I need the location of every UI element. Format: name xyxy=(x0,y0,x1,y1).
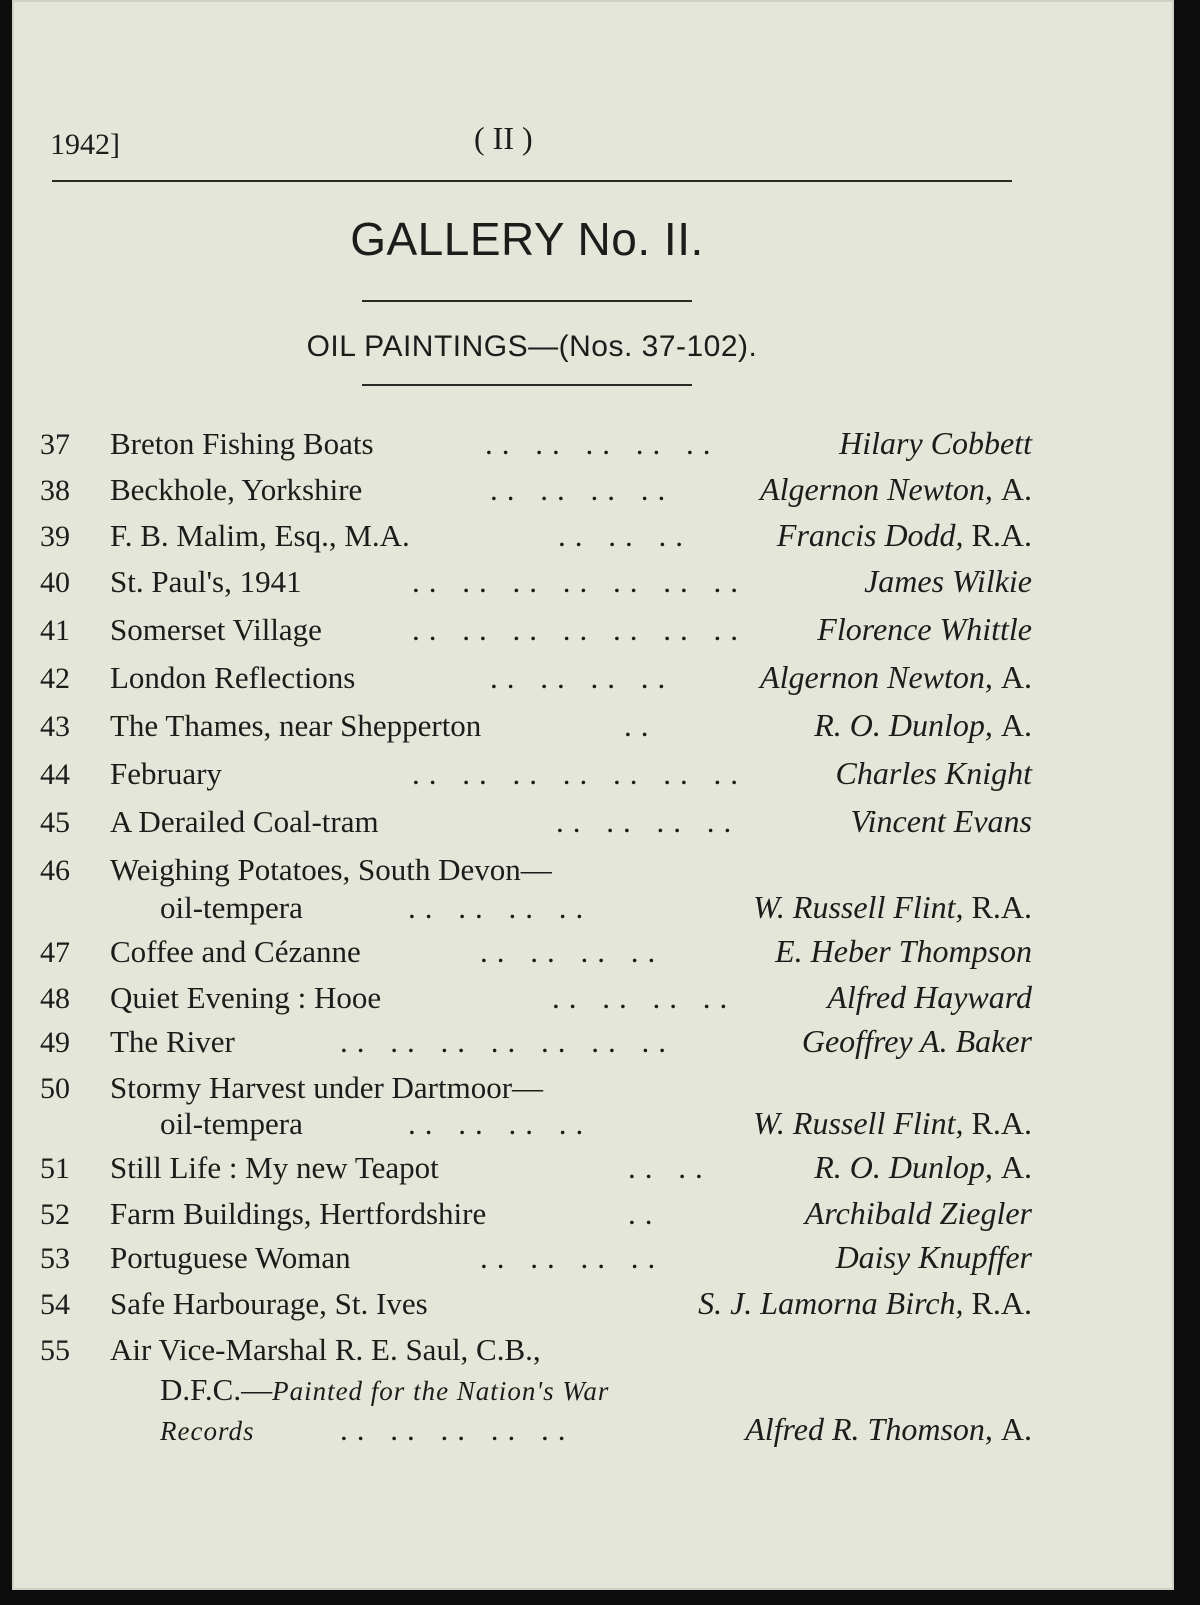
list-item xyxy=(40,606,1032,648)
list-item xyxy=(40,928,1032,970)
entry-title: Stormy Harvest under Dartmoor— xyxy=(110,1070,544,1105)
leader-dots: .. .. .. .. xyxy=(480,1240,665,1275)
entry-title: F. B. Malim, Esq., M.A. xyxy=(110,518,410,553)
list-item xyxy=(40,846,1032,888)
leader-dots: .. .. xyxy=(628,1150,712,1185)
entry-artist: W. Russell Flint, R.A. xyxy=(753,889,1032,925)
list-item xyxy=(40,654,1032,696)
title-rule-upper xyxy=(362,300,692,302)
entry-title: Breton Fishing Boats xyxy=(110,426,374,461)
entry-title: Portuguese Woman xyxy=(110,1240,351,1275)
entry-medium: oil-tempera xyxy=(160,1106,303,1141)
entry-number: 42 xyxy=(40,662,70,695)
entry-number: 55 xyxy=(40,1334,70,1367)
leader-dots: .. xyxy=(624,708,658,743)
entry-artist: Charles Knight xyxy=(835,755,1032,791)
entry-artist: S. J. Lamorna Birch, R.A. xyxy=(698,1285,1032,1321)
entry-title: Beckhole, Yorkshire xyxy=(110,472,363,507)
leader-dots: .. xyxy=(628,1196,662,1231)
leader-dots: .. .. .. .. .. .. .. xyxy=(412,612,747,647)
list-item xyxy=(40,974,1032,1016)
entry-artist: R. O. Dunlop, A. xyxy=(814,707,1032,743)
entry-number: 37 xyxy=(40,428,70,461)
leader-dots: .. .. .. .. .. .. .. xyxy=(412,756,747,791)
gallery-title: GALLERY No. II. xyxy=(350,213,704,265)
list-item xyxy=(40,1190,1032,1232)
entry-title: Weighing Potatoes, South Devon— xyxy=(110,852,552,887)
list-item xyxy=(40,1326,1032,1368)
title-rule-lower xyxy=(362,384,692,386)
section-title: OIL PAINTINGS—(Nos. 37-102). xyxy=(306,330,758,363)
entry-title: Somerset Village xyxy=(110,612,322,647)
header-year: 1942] xyxy=(50,128,120,161)
entry-title: The River xyxy=(110,1024,235,1059)
leader-dots: .. .. .. .. .. xyxy=(485,426,720,461)
header-page-number: ( II ) xyxy=(474,120,533,156)
entry-title-continued: Records xyxy=(160,1416,255,1446)
leader-dots: .. .. .. .. xyxy=(480,934,665,969)
entry-number: 48 xyxy=(40,982,70,1015)
list-item xyxy=(40,750,1032,792)
entry-artist: Vincent Evans xyxy=(850,803,1032,839)
entry-artist: Archibald Ziegler xyxy=(804,1195,1032,1231)
entry-title: The Thames, near Shepperton xyxy=(110,708,482,743)
entry-artist: R. O. Dunlop, A. xyxy=(814,1149,1032,1185)
entry-artist: Daisy Knupffer xyxy=(835,1239,1032,1275)
entry-title: London Reflections xyxy=(110,660,356,695)
entry-title: Quiet Evening : Hooe xyxy=(110,980,382,1015)
leader-dots: .. .. .. .. .. xyxy=(340,1412,575,1447)
list-item xyxy=(40,1280,1032,1322)
entry-title: Still Life : My new Teapot xyxy=(110,1150,439,1185)
list-item xyxy=(40,420,1032,462)
list-item-continuation xyxy=(40,884,1032,926)
entry-title: St. Paul's, 1941 xyxy=(110,564,302,599)
entry-number: 45 xyxy=(40,806,70,839)
entry-artist: Algernon Newton, A. xyxy=(760,471,1032,507)
entry-number: 54 xyxy=(40,1288,70,1321)
entry-number: 53 xyxy=(40,1242,70,1275)
entry-number: 39 xyxy=(40,520,70,553)
entry-number: 43 xyxy=(40,710,70,743)
catalogue-page xyxy=(12,0,1174,1590)
list-item-continuation xyxy=(40,1100,1032,1142)
list-item xyxy=(40,702,1032,744)
entry-title-continued: D.F.C.—Painted for the Nation's War xyxy=(160,1372,610,1407)
entry-artist: Algernon Newton, A. xyxy=(760,659,1032,695)
entry-number: 52 xyxy=(40,1198,70,1231)
entry-artist: James Wilkie xyxy=(864,563,1032,599)
entry-title: Air Vice-Marshal R. E. Saul, C.B., xyxy=(110,1332,541,1367)
entry-number: 38 xyxy=(40,474,70,507)
list-item xyxy=(40,798,1032,840)
entry-number: 44 xyxy=(40,758,70,791)
entry-title: Coffee and Cézanne xyxy=(110,934,361,969)
entry-artist: Alfred R. Thomson, A. xyxy=(745,1411,1032,1447)
entry-artist: Florence Whittle xyxy=(817,611,1032,647)
entry-artist: Geoffrey A. Baker xyxy=(801,1023,1032,1059)
entry-number: 40 xyxy=(40,566,70,599)
leader-dots: .. .. .. .. xyxy=(552,980,737,1015)
leader-dots: .. .. .. .. xyxy=(408,1106,593,1141)
entry-number: 51 xyxy=(40,1152,70,1185)
entry-number: 41 xyxy=(40,614,70,647)
list-item xyxy=(40,1234,1032,1276)
list-item xyxy=(40,558,1032,600)
entry-title: Farm Buildings, Hertfordshire xyxy=(110,1196,487,1231)
entry-artist: W. Russell Flint, R.A. xyxy=(753,1105,1032,1141)
entry-artist: Hilary Cobbett xyxy=(839,425,1032,461)
list-item xyxy=(40,1144,1032,1186)
entry-number: 50 xyxy=(40,1072,70,1105)
list-item-continuation xyxy=(40,1406,1032,1448)
list-item xyxy=(40,1018,1032,1060)
entry-number: 46 xyxy=(40,854,70,887)
entry-number: 47 xyxy=(40,936,70,969)
entry-medium: oil-tempera xyxy=(160,890,303,925)
leader-dots: .. .. .. xyxy=(558,518,692,553)
leader-dots: .. .. .. .. xyxy=(490,472,675,507)
entry-title: A Derailed Coal-tram xyxy=(110,804,379,839)
leader-dots: .. .. .. .. xyxy=(490,660,675,695)
leader-dots: .. .. .. .. .. .. .. xyxy=(340,1024,675,1059)
entry-artist: Francis Dodd, R.A. xyxy=(776,517,1032,553)
leader-dots: .. .. .. .. xyxy=(408,890,593,925)
list-item xyxy=(40,512,1032,554)
entry-artist: Alfred Hayward xyxy=(827,979,1032,1015)
entry-number: 49 xyxy=(40,1026,70,1059)
list-item xyxy=(40,466,1032,508)
leader-dots: .. .. .. .. .. .. .. xyxy=(412,564,747,599)
list-item-continuation xyxy=(40,1366,1032,1408)
header-rule xyxy=(52,180,1012,182)
entry-title: February xyxy=(110,756,222,791)
entry-artist: E. Heber Thompson xyxy=(775,933,1032,969)
entry-title: Safe Harbourage, St. Ives xyxy=(110,1286,428,1321)
leader-dots: .. .. .. .. xyxy=(556,804,741,839)
